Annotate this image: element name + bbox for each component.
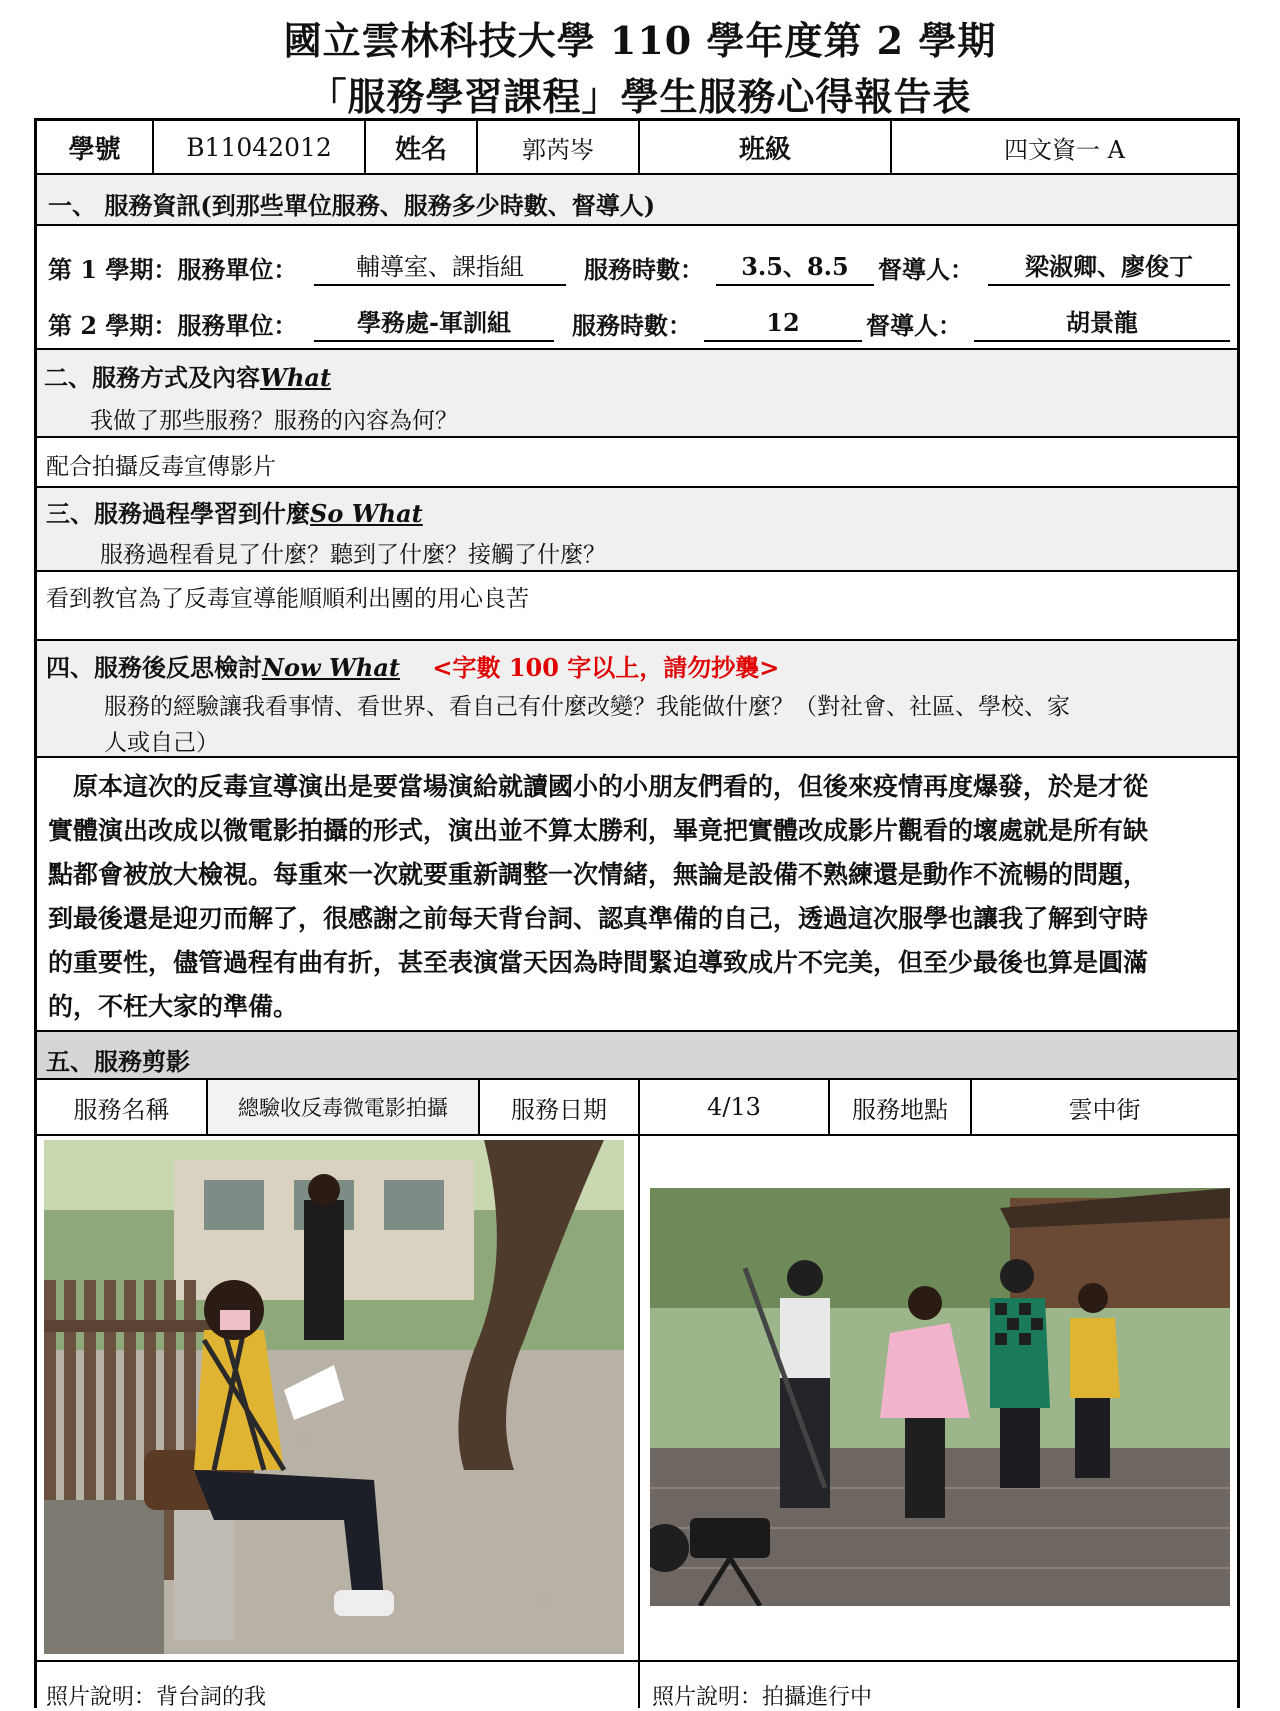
photo1-caption: 照片說明：背台詞的我 [46,1685,267,1710]
service-date-label: 服務日期 [511,1095,607,1124]
sem1-hours-label: 服務時數： [584,255,704,284]
section4-prompt-line1: 服務的經驗讓我看事情、看世界、看自己有什麼改變？我能做什麼？（對社會、社區、學校、家 [104,694,1070,720]
sem2-supervisor-value: 胡景龍 [974,306,1230,342]
col-rule [638,1134,640,1708]
section2-heading-en: What [260,363,332,392]
section2-heading-zh: 二、服務方式及內容 [44,363,260,392]
photo-reading-script [44,1140,624,1654]
reflection-line: 的重要性，儘管過程有曲有折，甚至表演當天因為時間緊迫導致成片不完美，但至少最後也算是圓滿 [48,948,1149,977]
report-title-line1: 國立雲林科技大學 110 學年度第 2 學期 [283,18,997,63]
row-rule [34,570,1240,572]
row-rule [34,639,1240,641]
sem1-unit-value: 輔導室、課指組 [314,250,566,286]
row-rule [34,436,1240,438]
row-rule [34,1030,1240,1032]
section3-answer: 看到教官為了反毒宣導能順順利出團的用心良苦 [46,586,529,612]
section5-heading: 五、服務剪影 [46,1047,190,1076]
sem1-unit-label: 第 1 學期：服務單位： [48,255,298,284]
section4-heading-zh: 四、服務後反思檢討 [46,653,262,682]
sem1-hours-value: 3.5、8.5 [716,250,874,286]
sem1-supervisor-label: 督導人： [878,255,974,284]
sem1-supervisor-value: 梁淑卿、廖俊丁 [988,250,1230,286]
section4-prompt-line2: 人或自己） [104,730,219,756]
row-rule [34,224,1240,226]
sem2-unit-label: 第 2 學期：服務單位： [48,311,298,340]
section3-heading-en: So What [310,499,423,528]
photo-filming [650,1188,1230,1606]
row-rule [34,486,1240,488]
service-date-value: 4/13 [707,1093,761,1121]
section3-prompt: 服務過程看見了什麼？聽到了什麼？接觸了什麼？ [100,542,606,568]
service-place-label: 服務地點 [852,1095,948,1124]
reflection-line: 到最後還是迎刃而解了，很感謝之前每天背台詞、認真準備的自己，透過這次服學也讓我了解到守時 [48,904,1149,933]
class-label: 班級 [738,134,791,165]
service-place-value: 雲中街 [1068,1095,1141,1124]
reflection-line: 實體演出改成以微電影拍攝的形式，演出並不算太勝利，畢竟把實體改成影片觀看的壞處就是所有缺 [48,816,1149,845]
sem2-unit-value: 學務處-軍訓組 [314,306,554,342]
student-id-label: 學號 [68,134,121,165]
word-count-note: <字數 100 字以上，請勿抄襲> [432,653,780,682]
reflection-line: 的，不枉大家的準備。 [48,992,299,1021]
section3-heading [46,494,423,529]
sem2-hours-label: 服務時數： [572,311,692,340]
section3-heading-zh: 三、服務過程學習到什麼 [46,499,310,528]
row-rule [34,1660,1240,1662]
student-name-label: 姓名 [394,134,447,165]
student-name-value: 郭芮岑 [522,135,594,164]
service-name-label: 服務名稱 [73,1095,170,1124]
reflection-answer [48,765,1230,1029]
reflection-line: 原本這次的反毒宣導演出是要當場演給就讀國小的小朋友們看的，但後來疫情再度爆發，於是才從 [48,772,1149,801]
row-rule [34,1134,1240,1136]
student-id-value: B11042012 [186,132,332,162]
reflection-line: 點都會被放大檢視。每重來一次就要重新調整一次情緒，無論是設備不熟練還是動作不流暢的問題， [48,860,1149,889]
section2-answer: 配合拍攝反毒宣傳影片 [46,454,276,480]
section4-heading [46,648,779,683]
service-name-value: 總驗收反毒微電影拍攝 [208,1080,478,1134]
section4-heading-en: Now What [262,653,400,682]
section2-prompt: 我做了那些服務？服務的內容為何？ [90,408,458,434]
row-rule [34,348,1240,350]
sem2-hours-value: 12 [704,306,862,342]
class-value: 四文資一 A [1004,135,1125,164]
section1-heading: 一、 服務資訊(到那些單位服務、服務多少時數、督導人) [48,191,656,220]
photo2-caption: 照片說明：拍攝進行中 [652,1685,873,1710]
sem2-supervisor-label: 督導人： [866,311,962,340]
section2-heading [44,358,331,393]
report-title-line2: 「服務學習課程」學生服務心得報告表 [308,74,972,119]
